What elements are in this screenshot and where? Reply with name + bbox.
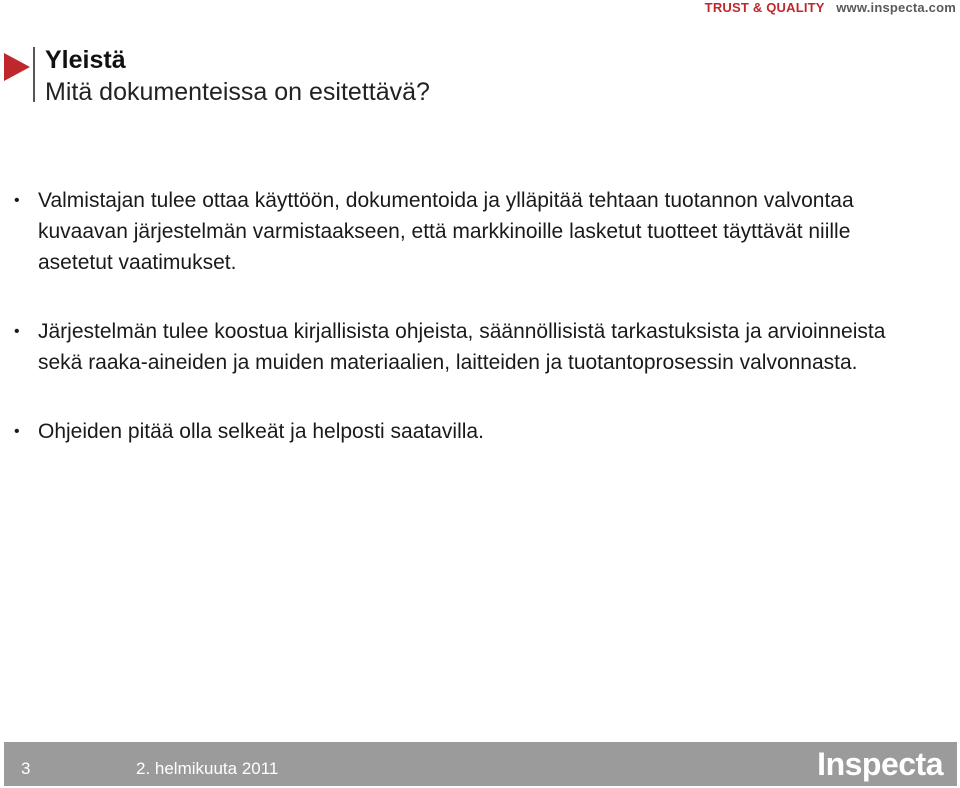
slide-title: Yleistä bbox=[45, 46, 126, 74]
bullet-item bbox=[14, 316, 914, 378]
bullet-text: Ohjeiden pitää olla selkeät ja helposti saatavilla. bbox=[38, 420, 484, 443]
brand-url: www.inspecta.com bbox=[836, 0, 956, 15]
bullet-icon: • bbox=[14, 323, 20, 340]
bullet-icon: • bbox=[14, 192, 20, 209]
inspecta-logo: Inspecta bbox=[817, 746, 943, 782]
bullet-text: Valmistajan tulee ottaa käyttöön, dokumentoida ja ylläpitää tehtaan tuotannon valvontaa kuvaavan järjestelmän varmistaakseen, että markkinoille lasketut tuotteet täyttävät niille asetetut vaatimukset. bbox=[38, 189, 854, 274]
title-divider bbox=[33, 47, 35, 102]
bullet-item bbox=[14, 416, 914, 447]
bullet-text: Järjestelmän tulee koostua kirjallisista ohjeista, säännöllisistä tarkastuksista ja arvioinneista sekä raaka-aineiden ja muiden materiaalien, laitteiden ja tuotantoprosessin valvonnasta. bbox=[38, 320, 886, 374]
page-number: 3 bbox=[21, 759, 31, 778]
bullet-list bbox=[14, 185, 914, 447]
title-marker-icon bbox=[4, 53, 30, 81]
footer-bar bbox=[4, 742, 957, 786]
brand-header bbox=[705, 0, 956, 16]
slide-subtitle: Mitä dokumenteissa on esitettävä? bbox=[45, 78, 430, 106]
brand-tagline: TRUST & QUALITY bbox=[704, 0, 825, 15]
bullet-item bbox=[14, 185, 914, 278]
slide-date: 2. helmikuuta 2011 bbox=[136, 759, 279, 778]
bullet-icon: • bbox=[14, 423, 20, 440]
